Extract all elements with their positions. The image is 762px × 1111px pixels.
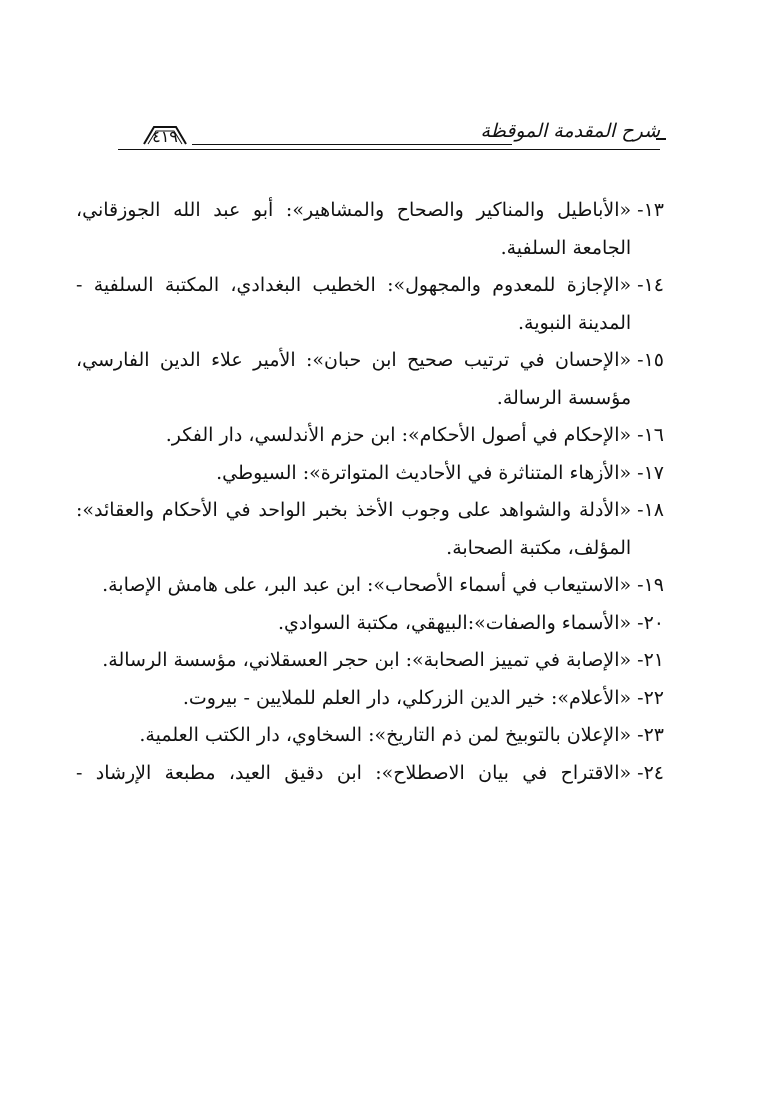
reference-entry (76, 642, 664, 680)
header-title: شرح المقدمة الموقظة (480, 120, 660, 142)
entry-number: ٢١- (637, 649, 664, 671)
entry-number: ٢٤- (637, 761, 664, 784)
reference-entry (76, 605, 664, 643)
reference-entry (76, 267, 664, 342)
reference-entry (76, 567, 664, 605)
entry-text: «الإجازة للمعدوم والمجهول»: الخطيب البغدادي، المكتبة السلفية - المدينة النبوية. (76, 274, 632, 334)
reference-entry (76, 192, 664, 267)
page-number: ٤١٩ (152, 127, 178, 146)
header-rule-top (192, 144, 512, 145)
header-rule-bottom (118, 149, 660, 150)
entry-number: ٢٢- (637, 686, 664, 709)
entry-number: ٢٣- (637, 724, 664, 746)
reference-entry (76, 680, 664, 718)
entry-text: «الاقتراح في بيان الاصطلاح»: ابن دقيق العيد، مطبعة الإرشاد - (76, 761, 632, 784)
reference-entry (76, 755, 664, 793)
entry-text: «الإحكام في أصول الأحكام»: ابن حزم الأندلسي، دار الفكر. (165, 424, 632, 446)
entry-number: ١٥- (637, 349, 664, 371)
running-header (118, 112, 660, 162)
entry-number: ١٨- (637, 499, 664, 521)
entry-text: «الإصابة في تمييز الصحابة»: ابن حجر العسقلاني، مؤسسة الرسالة. (102, 649, 632, 671)
entry-text: «الأزهاء المتناثرة في الأحاديث المتواترة»: السيوطي. (216, 461, 632, 484)
entry-text: «الأباطيل والمناكير والصحاح والمشاهير»: أبو عبد الله الجوزقاني، الجامعة السلفية. (76, 199, 632, 259)
page-number-ornament (140, 124, 190, 152)
reference-entry (76, 492, 664, 567)
entry-number: ١٧- (637, 461, 664, 484)
entry-number: ١٩- (637, 574, 664, 596)
entry-text: «الاستيعاب في أسماء الأصحاب»: ابن عبد البر، على هامش الإصابة. (102, 574, 632, 596)
reference-entry (76, 717, 664, 755)
entry-text: «الإحسان في ترتيب صحيح ابن حبان»: الأمير علاء الدين الفارسي، مؤسسة الرسالة. (76, 349, 632, 409)
reference-entry (76, 342, 664, 417)
entry-text: «الإعلان بالتوبيخ لمن ذم التاريخ»: السخاوي، دار الكتب العلمية. (139, 724, 632, 746)
reference-entry (76, 455, 664, 493)
entry-text: «الأعلام»: خير الدين الزركلي، دار العلم للملايين - بيروت. (182, 686, 632, 709)
references-list (76, 192, 664, 792)
entry-number: ٢٠- (637, 611, 664, 634)
entry-text: «الأدلة والشواهد على وجوب الأخذ بخبر الواحد في الأحكام والعقائد»: المؤلف، مكتبة الصحابة. (76, 499, 632, 559)
reference-entry (76, 417, 664, 455)
entry-number: ١٤- (637, 274, 664, 296)
entry-number: ١٣- (637, 199, 664, 221)
entry-text: «الأسماء والصفات»:البيهقي، مكتبة السوادي. (277, 611, 632, 634)
entry-number: ١٦- (637, 424, 664, 446)
